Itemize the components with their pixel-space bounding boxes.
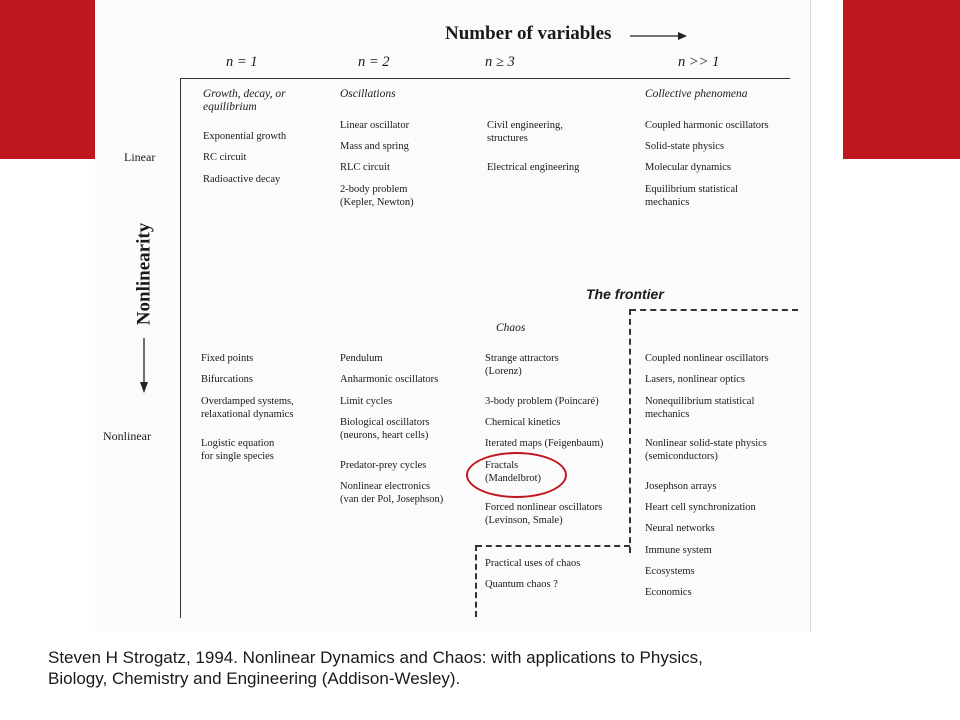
figure-horizontal-axis bbox=[180, 78, 790, 79]
linear-col2-item: Linear oscillator bbox=[340, 120, 410, 131]
chaos-item: Iterated maps (Feigenbaum) bbox=[485, 438, 604, 449]
chaos-item: (Lorenz) bbox=[485, 366, 522, 377]
chaos-item-mandelbrot: (Mandelbrot) bbox=[485, 473, 541, 484]
nonlinear-col1-item: Overdamped systems, bbox=[201, 396, 294, 407]
linear-col4-item: Equilibrium statistical bbox=[645, 184, 739, 195]
nonlinear-col4-item: Neural networks bbox=[645, 523, 715, 534]
nonlinear-col2-item: Anharmonic oscillators bbox=[340, 374, 439, 385]
nonlinear-col2-item: (neurons, heart cells) bbox=[340, 430, 429, 441]
nonlinear-col1-item: relaxational dynamics bbox=[201, 409, 294, 420]
column-header-n2: n = 2 bbox=[358, 54, 390, 70]
nonlinear-col4-item: Immune system bbox=[645, 545, 712, 556]
right-arrow-icon bbox=[630, 29, 688, 43]
linear-col1-item: RC circuit bbox=[203, 152, 247, 163]
nonlinear-col4-item: Nonlinear solid-state physics bbox=[645, 438, 767, 449]
linear-col2-item: 2-body problem bbox=[340, 184, 408, 195]
chaos-lower-item: Practical uses of chaos bbox=[485, 558, 581, 569]
linear-col2-item: Mass and spring bbox=[340, 141, 409, 152]
linear-col3-item: Electrical engineering bbox=[487, 162, 580, 173]
caption-line-1: Steven H Strogatz, 1994. Nonlinear Dynamics and Chaos: with applications to Physics, bbox=[48, 648, 703, 667]
nonlinear-col2-item: (van der Pol, Josephson) bbox=[340, 494, 444, 505]
frontier-dashed-top bbox=[630, 309, 798, 311]
red-accent-left bbox=[0, 0, 95, 159]
chaos-item-fractals: Fractals bbox=[485, 460, 519, 471]
nonlinear-col2-item: Predator-prey cycles bbox=[340, 460, 427, 471]
linear-col1-item: Exponential growth bbox=[203, 131, 287, 142]
linear-col1-item: Radioactive decay bbox=[203, 174, 281, 185]
caption-line-2: Biology, Chemistry and Engineering (Addison-Wesley). bbox=[48, 669, 461, 688]
nonlinear-col2-item: Limit cycles bbox=[340, 396, 393, 407]
nonlinear-col1-item: for single species bbox=[201, 451, 274, 462]
linear-col1-heading-2: equilibrium bbox=[203, 101, 257, 113]
nonlinearity-axis-label: Nonlinearity bbox=[133, 222, 155, 326]
chaos-item: Forced nonlinear oscillators bbox=[485, 502, 603, 513]
nonlinear-col4-item: Nonequilibrium statistical bbox=[645, 396, 755, 407]
nonlinear-col1-item: Bifurcations bbox=[201, 374, 253, 385]
nonlinear-col4-item: Ecosystems bbox=[645, 566, 695, 577]
frontier-dashed-step bbox=[476, 545, 630, 547]
nonlinear-col4-item: Lasers, nonlinear optics bbox=[645, 374, 746, 385]
nonlinear-col2-item: Biological oscillators bbox=[340, 417, 430, 428]
row-label-linear: Linear bbox=[124, 150, 156, 164]
linear-col3-item: Civil engineering, bbox=[487, 120, 563, 131]
chaos-heading: Chaos bbox=[496, 322, 526, 334]
fractals-highlight-circle bbox=[466, 452, 567, 498]
nonlinear-col1-item: Fixed points bbox=[201, 353, 254, 364]
citation-caption bbox=[48, 647, 928, 689]
column-header-n-many: n >> 1 bbox=[678, 54, 720, 70]
nonlinear-col4-item: Heart cell synchronization bbox=[645, 502, 756, 513]
down-arrow-icon bbox=[137, 338, 151, 394]
figure-vertical-axis bbox=[180, 78, 181, 618]
linear-col4-heading: Collective phenomena bbox=[645, 88, 748, 100]
chaos-item: (Levinson, Smale) bbox=[485, 515, 563, 526]
linear-col4-item: mechanics bbox=[645, 197, 690, 208]
linear-col2-heading: Oscillations bbox=[340, 88, 396, 100]
nonlinear-col4-item: (semiconductors) bbox=[645, 451, 718, 462]
chaos-item: 3-body problem (Poincaré) bbox=[485, 396, 599, 407]
column-header-n1: n = 1 bbox=[226, 54, 258, 70]
nonlinear-col2-item: Pendulum bbox=[340, 353, 383, 364]
nonlinear-col4-item: mechanics bbox=[645, 409, 690, 420]
nonlinear-col2-item: Nonlinear electronics bbox=[340, 481, 431, 492]
frontier-dashed-left-lower bbox=[475, 545, 477, 617]
frontier-dashed-left-upper bbox=[629, 309, 631, 553]
linear-col2-item: RLC circuit bbox=[340, 162, 390, 173]
column-header-n3: n ≥ 3 bbox=[485, 54, 515, 70]
nonlinear-col4-item: Economics bbox=[645, 587, 692, 598]
linear-col3-item: structures bbox=[487, 133, 528, 144]
linear-col4-item: Solid-state physics bbox=[645, 141, 725, 152]
frontier-label: The frontier bbox=[586, 286, 664, 302]
red-accent-right bbox=[843, 0, 960, 159]
chaos-item: Chemical kinetics bbox=[485, 417, 561, 428]
row-label-nonlinear: Nonlinear bbox=[103, 429, 151, 443]
chaos-item: Strange attractors bbox=[485, 353, 559, 364]
nonlinear-col4-item: Josephson arrays bbox=[645, 481, 717, 492]
nonlinear-col4-item: Coupled nonlinear oscillators bbox=[645, 353, 769, 364]
figure-title: Number of variables bbox=[445, 23, 612, 44]
chaos-lower-item: Quantum chaos ? bbox=[485, 579, 558, 590]
linear-col2-item: (Kepler, Newton) bbox=[340, 197, 414, 208]
linear-col4-item: Coupled harmonic oscillators bbox=[645, 120, 769, 131]
linear-col4-item: Molecular dynamics bbox=[645, 162, 732, 173]
linear-col1-heading-1: Growth, decay, or bbox=[203, 88, 286, 100]
nonlinear-col1-item: Logistic equation bbox=[201, 438, 275, 449]
